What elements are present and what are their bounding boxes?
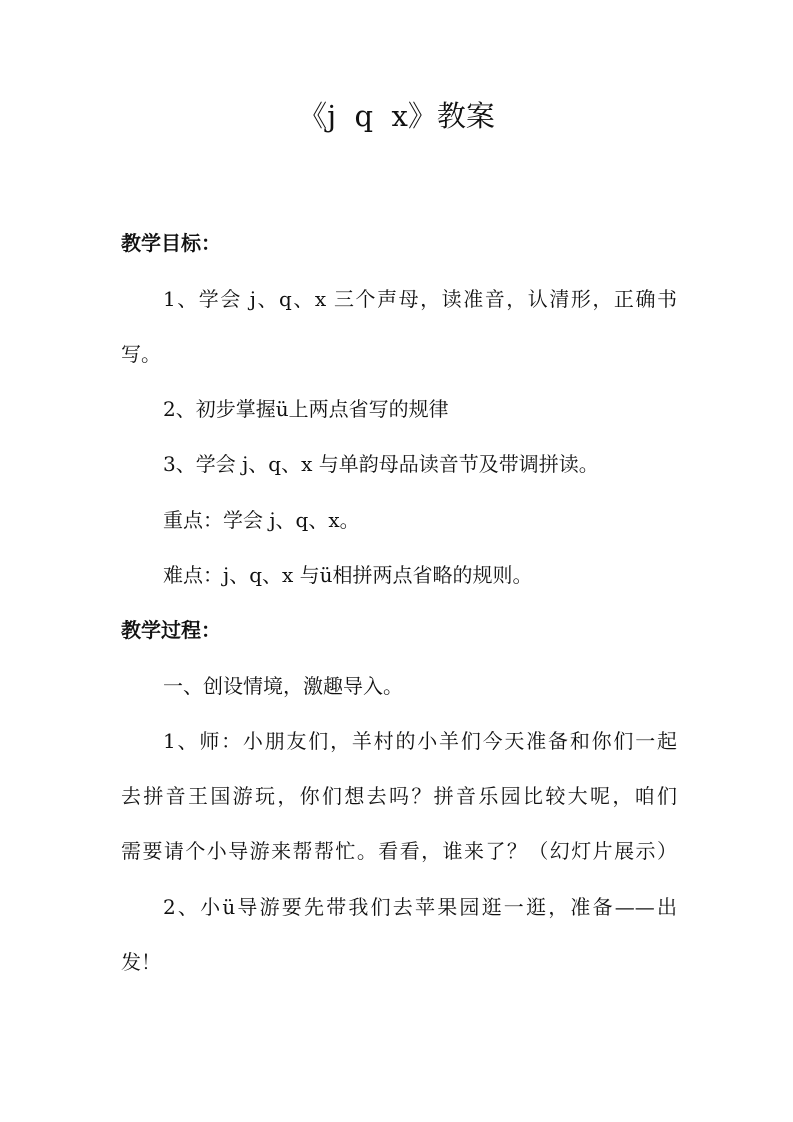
paragraph-1-line-3: 需要请个小导游来帮帮忙。看看，谁来了？（幻灯片展示） bbox=[121, 839, 677, 863]
key-point: 重点：学会 j、q、x。 bbox=[163, 508, 360, 532]
step-1-title: 一、创设情境，激趣导入。 bbox=[163, 674, 403, 698]
goal-1-line-2: 写。 bbox=[121, 342, 161, 366]
goal-1-line-1: 1、学会 j、q、x 三个声母，读准音，认清形，正确书 bbox=[163, 287, 677, 311]
goal-2: 2、初步掌握ü上两点省写的规律 bbox=[163, 397, 449, 421]
paragraph-2-line-1: 2、小ü导游要先带我们去苹果园逛一逛，准备——出 bbox=[163, 895, 677, 919]
paragraph-2-line-2: 发！ bbox=[121, 950, 161, 974]
heading-teaching-goals: 教学目标： bbox=[121, 231, 221, 255]
difficult-point: 难点：j、q、x 与ü相拼两点省略的规则。 bbox=[163, 563, 533, 587]
paragraph-1-line-1: 1、师：小朋友们，羊村的小羊们今天准备和你们一起 bbox=[163, 729, 677, 753]
goal-3: 3、学会 j、q、x 与单韵母品读音节及带调拼读。 bbox=[163, 452, 599, 476]
heading-teaching-process: 教学过程： bbox=[121, 618, 221, 642]
paragraph-1-line-2: 去拼音王国游玩，你们想去吗？拼音乐园比较大呢，咱们 bbox=[121, 784, 677, 808]
document-title: 《j q x》教案 bbox=[298, 99, 495, 133]
